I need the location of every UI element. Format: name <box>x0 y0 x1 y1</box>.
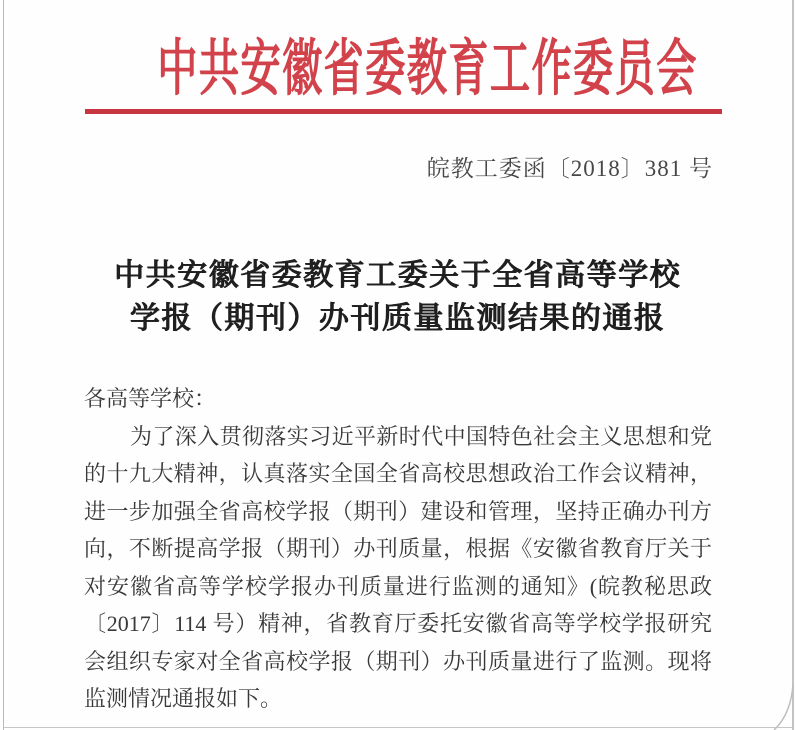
document-number: 皖教工委函〔2018〕381 号 <box>426 156 713 181</box>
letterhead-divider-line <box>85 109 722 114</box>
document-title-line1: 中共安徽省委教育工委关于全省高等学校 <box>114 259 681 292</box>
scan-edge-left <box>3 0 4 730</box>
body-line: 的十九大精神，认真落实全国全省高校思想政治工作会议精神， <box>84 461 712 486</box>
body-line: 为了深入贯彻落实习近平新时代中国特色社会主义思想和党 <box>130 423 712 449</box>
document-title-line2: 学报（期刊）办刊质量监测结果的通报 <box>129 302 666 335</box>
scan-edge-right <box>792 0 794 730</box>
letterhead-org-name <box>0 20 795 107</box>
body-line: 会组织专家对全省高校学报（期刊）办刊质量进行了监测。现将 <box>84 648 712 674</box>
salutation: 各高等学校： <box>84 386 217 411</box>
body-line: 进一步加强全省高校学报（期刊）建设和管理，坚持正确办刊方 <box>84 498 712 524</box>
body-line: 监测情况通报如下。 <box>84 686 283 711</box>
scan-edge-bottom <box>3 727 793 728</box>
document-body <box>84 380 712 718</box>
letterhead-org-text: 中共安徽省委教育工作委员会 <box>157 36 698 103</box>
body-line: 对安徽省高等学校学报办刊质量进行监测的通知》(皖教秘思政 <box>84 573 712 599</box>
body-line: 向，不断提高学报（期刊）办刊质量，根据《安徽省教育厅关于 <box>84 536 712 561</box>
document-title <box>0 254 795 340</box>
body-line: 〔2017〕114 号）精神，省教育厅委托安徽省高等学校学报研究 <box>84 611 712 636</box>
scan-page-curl <box>773 684 795 730</box>
